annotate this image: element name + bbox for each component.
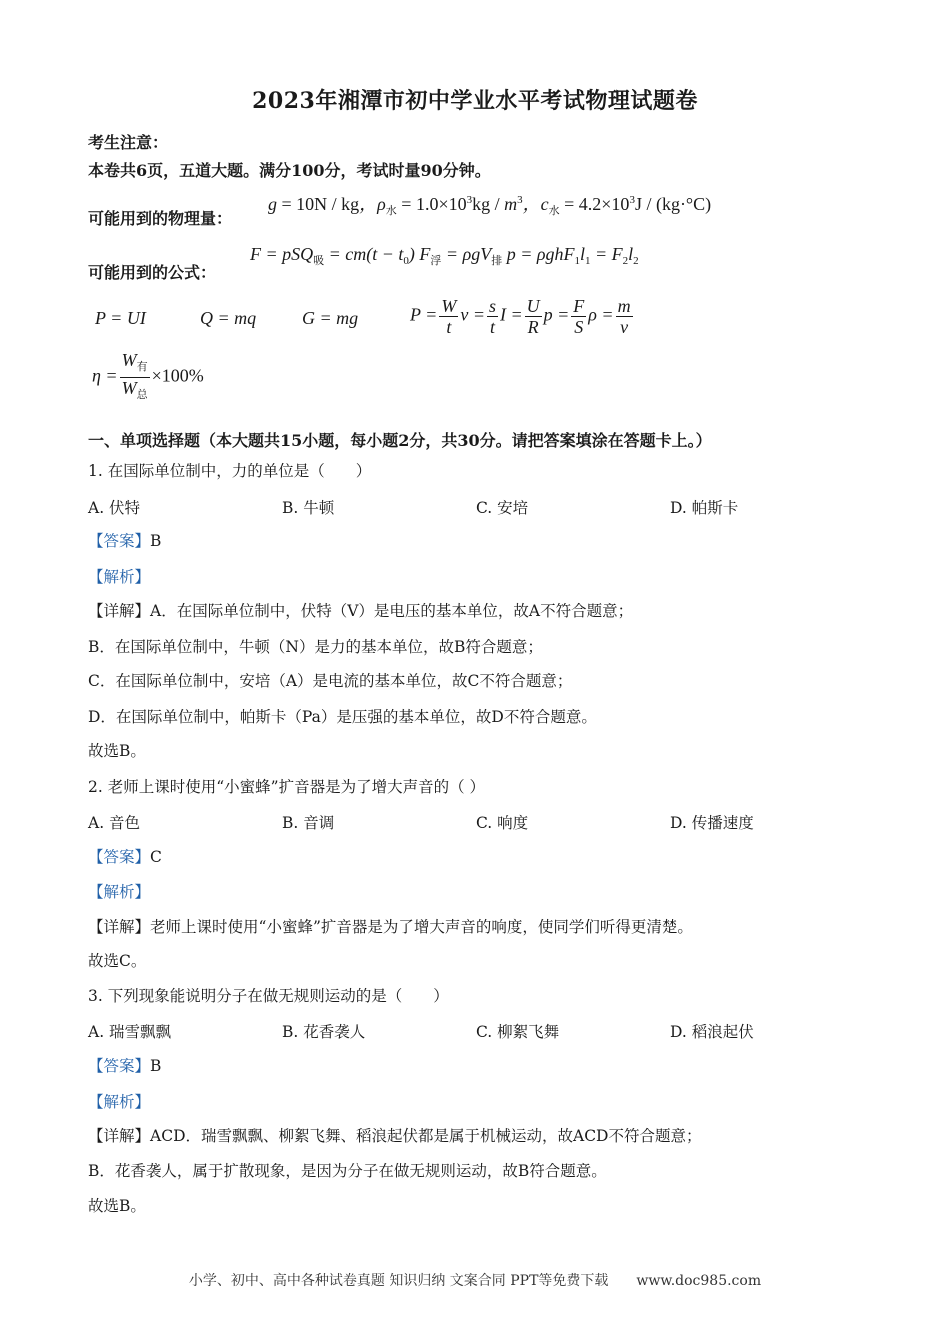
option-b: B. 牛顿 bbox=[282, 499, 335, 517]
option-b: B. 音调 bbox=[282, 814, 335, 832]
option-b: B. 花香袭人 bbox=[282, 1023, 366, 1041]
option-a: A. 伏特 bbox=[88, 499, 141, 517]
option-d: D. 传播速度 bbox=[670, 814, 754, 832]
quantities-label: 可能用到的物理量： bbox=[88, 209, 233, 228]
answer-tag: 【答案】 bbox=[88, 1057, 151, 1075]
answer-tag: 【答案】 bbox=[88, 532, 151, 550]
detail-line: B．在国际单位制中，牛顿（N）是力的基本单位，故B符合题意； bbox=[88, 638, 543, 656]
formula-fractions: P = $\frac{W}{t}$ v = $\frac{s}{t}$ I = $\frac{U}{R}$ p = $\frac{F}{S}$ ρ = $\frac{m}{v}$ bbox=[410, 296, 631, 337]
detail-line: 故选B。 bbox=[88, 1197, 146, 1215]
notice-heading: 考生注意： bbox=[88, 133, 169, 152]
detail-line: B．花香袭人，属于扩散现象，是因为分子在做无规则运动，故B符合题意。 bbox=[88, 1162, 607, 1180]
notice-body: 本卷共6页，五道大题。满分100分，考试时量90分钟。 bbox=[88, 161, 491, 180]
answer-line bbox=[88, 530, 161, 552]
option-d: D. 稻浪起伏 bbox=[670, 1023, 754, 1041]
formula-row-1: $F = pSQ_吸 = cm(t - t_0)$ $F_浮 = \rho gV_排$ $p = \rho ghF_1l_1 = F_2l_2$ bbox=[250, 244, 639, 267]
question-stem: 1. 在国际单位制中，力的单位是（ ） bbox=[88, 462, 372, 480]
detail-tag: 【详解】 bbox=[88, 1127, 151, 1145]
answer-value: B bbox=[150, 1057, 162, 1075]
formula-efficiency: η = $\frac{W_有}{W_总}$ ×100% bbox=[92, 350, 204, 401]
option-a: A. 瑞雪飘飘 bbox=[88, 1023, 172, 1041]
analysis-tag: 【解析】 bbox=[88, 883, 151, 901]
page-footer: 小学、初中、高中各种试卷真题 知识归纳 文案合同 PPT等免费下载 www.doc985.com bbox=[188, 1273, 762, 1289]
detail-tag: 【详解】 bbox=[88, 602, 151, 620]
option-c: C. 柳絮飞舞 bbox=[476, 1023, 560, 1041]
detail-text: A．在国际单位制中，伏特（V）是电压的基本单位，故A不符合题意； bbox=[150, 602, 634, 620]
section-heading: 一、单项选择题（本大题共15小题，每小题2分，共30分。请把答案填涂在答题卡上。） bbox=[88, 431, 712, 450]
answer-value: C bbox=[150, 848, 162, 866]
page-title: 2023年湘潭市初中学业水平考试物理试题卷 bbox=[252, 88, 698, 114]
detail-tag: 【详解】 bbox=[88, 918, 151, 936]
question-stem: 3. 下列现象能说明分子在做无规则运动的是（ ） bbox=[88, 987, 449, 1005]
detail-line: 故选B。 bbox=[88, 742, 146, 760]
detail-line: 故选C。 bbox=[88, 952, 147, 970]
detail-line bbox=[88, 1125, 701, 1147]
question-stem: 2. 老师上课时使用“小蜜蜂”扩音器是为了增大声音的（ ） bbox=[88, 778, 485, 796]
option-c: C. 安培 bbox=[476, 499, 529, 517]
formula-power: P = UI bbox=[95, 308, 146, 328]
detail-text: 老师上课时使用“小蜜蜂”扩音器是为了增大声音的响度，使同学们听得更清楚。 bbox=[150, 918, 693, 936]
formula-heat: Q = mq bbox=[200, 308, 257, 328]
detail-line: C．在国际单位制中，安培（A）是电流的基本单位，故C不符合题意； bbox=[88, 672, 573, 690]
option-c: C. 响度 bbox=[476, 814, 529, 832]
detail-text: ACD．瑞雪飘飘、柳絮飞舞、稻浪起伏都是属于机械运动，故ACD不符合题意； bbox=[150, 1127, 702, 1145]
analysis-tag: 【解析】 bbox=[88, 1093, 151, 1111]
option-a: A. 音色 bbox=[88, 814, 141, 832]
answer-value: B bbox=[150, 532, 162, 550]
answer-tag: 【答案】 bbox=[88, 848, 151, 866]
analysis-tag: 【解析】 bbox=[88, 568, 151, 586]
constants-formula: g = 10N / kg，$\rho_水 = 1.0\times 10^3kg / m^3$，$c_水 = 4.2\times 10^3J / (kg\cdot^\circ C)$ bbox=[268, 194, 712, 217]
answer-line bbox=[88, 1055, 161, 1077]
formula-gravity: G = mg bbox=[302, 308, 359, 328]
answer-line bbox=[88, 846, 162, 868]
option-d: D. 帕斯卡 bbox=[670, 499, 739, 517]
detail-line: D．在国际单位制中，帕斯卡（Pa）是压强的基本单位，故D不符合题意。 bbox=[88, 708, 597, 726]
detail-line bbox=[88, 600, 633, 622]
detail-line bbox=[88, 916, 693, 938]
formulas-label: 可能用到的公式： bbox=[88, 263, 217, 282]
